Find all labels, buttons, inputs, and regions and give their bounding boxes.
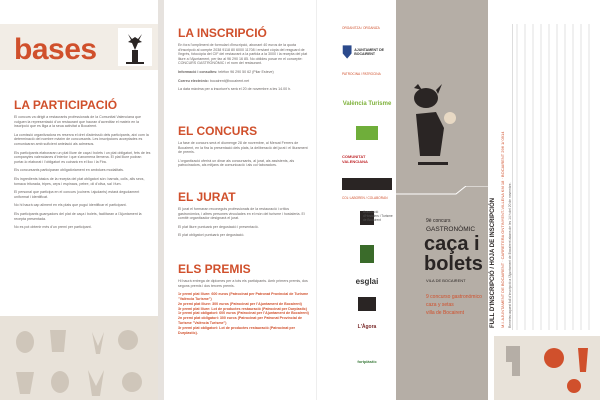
form-address: M.I. AJUNTAMENT DE BOCAIRENT · CARRETERA ONTINYENT-VILLENA KM 18 · BOCAIRENT 296 1/ 0914	[500, 131, 505, 328]
email-label: Correu electrònic:	[178, 78, 209, 83]
gastronomic-label: GASTRONÒMIC	[426, 226, 476, 233]
concurs-text2: L'organització oferirà un dinar als concursants, al jurat, als assistents, als patrocinadors, als mitjans de comunicació i als col·laboradors.	[178, 158, 295, 168]
prize-item: 2n premi plat obligatori: 300 euros (Patrocinat per Patronat Provincial de Turisme "València Turisme")	[178, 316, 303, 325]
colaboren-label: COL·LABOREN / COLABORAN	[342, 196, 388, 200]
fortplastic-logo: fortplàstic	[357, 358, 377, 364]
fold-outline-shape	[396, 186, 488, 216]
form-footer-icons	[494, 336, 600, 400]
esglai-logo: esglai	[355, 276, 379, 286]
participacio-para: La comissió organitzadora es reserva el dret d'admissió dels participants, així com la determinació del nombre màxim de concursants. Les inscripcions acceptades es comunicaran amb suficient antelació als admesos.	[14, 132, 149, 146]
mushroom-icon	[16, 331, 34, 353]
participacio-para: Els ingredients bàsics de la recepta del plat obligatori són: barrals, colls, alls secs, tomaca triturada, tripes, ceps i espinacs, pebre, oli d'oliva, sal i fum.	[14, 176, 145, 186]
participacio-body	[14, 115, 152, 234]
participacio-para: No es pot obtenir més d'un premi per participant.	[14, 225, 92, 230]
leaf-icon	[360, 245, 374, 263]
inscripcio-heading: LA INSCRIPCIÓ	[178, 26, 267, 40]
participacio-heading: LA PARTICIPACIÓ	[14, 98, 118, 112]
panel-sponsors	[316, 0, 396, 400]
deer-chef-logo-icon	[118, 28, 152, 66]
chef-hat-icon	[506, 346, 520, 376]
chef-hat-icon	[578, 348, 588, 372]
leaf-sponsor-logo	[342, 244, 392, 264]
form-note: Remeteu aquest full d'inscripció a l'Ajuntament de Bocairent abans de les 14 h del 20 de novembre.	[508, 182, 512, 328]
form-lines	[513, 24, 595, 330]
info-value: telèfon 96 290 50 62 (Pilar Esteve)	[218, 69, 274, 74]
bolets-title: bolets	[424, 253, 483, 275]
ajuntament-name: AJUNTAMENT DE BOCAIRENT	[354, 48, 384, 56]
pattern-icons	[0, 316, 158, 400]
concurs-section	[178, 124, 310, 172]
deer-icon	[92, 332, 104, 354]
edition-label: 9è concurs	[426, 218, 451, 224]
jurat-section	[178, 190, 310, 242]
participacio-para: El concurs va dirigit a restaurants professionals de la Comunitat Valenciana que vulguen la representació d'un restaurant que hauran d'acreditar el mateix en la inscripció que es lliga a la seua activitat a Bocairent.	[14, 115, 141, 129]
plate-icon	[118, 330, 138, 350]
participacio-para: Els participants guanyadors del plat de caça i bolets, facilitaran a l'Ajuntament la recepta presentada.	[14, 211, 142, 221]
panel-bases	[0, 0, 158, 400]
coat-of-arms-icon	[342, 42, 352, 62]
participacio-para: Els participants elaboraran un plat lliure de caça i bolets i un plat obligatori, fets de les companyies valencianes d'interior i que s'anomena llemena. El plat lliure podran portar-lo elaborat i l'obligatori es cuinarà en el lloc i la Fira.	[14, 150, 151, 164]
jurat-text: El jurat el formaran reconeguts professionals de la restauració i crítics gastronòmics, i altres persones vinculades en el món del turisme i hostaleria. El comitè organitzador designarà el jurat.	[178, 207, 305, 221]
vila-label: VILA DE BOCAIRENT	[426, 278, 466, 283]
participacio-para: No hi haurà cap aliment en els plats que pugui identificar el participant.	[14, 203, 127, 208]
panel-rules	[164, 0, 316, 400]
subtitle-1: 9 concurso gastronómico	[426, 294, 482, 300]
jurat-text3: El plat obligatori puntuarà per degustació.	[178, 233, 245, 238]
prize-item: 3r premi plat obligatori: Lot de productes restauració (Patrocinat per Durplastic).	[178, 325, 296, 335]
mushroom-icon	[544, 348, 564, 368]
concurs-text: La fase de concurs serà el diumenge 28 de novembre, al Mercat Ferrers de Bocairent, en la fira la presentació dels plats, la deliberació del jurat i el lliurament de premis.	[178, 141, 308, 155]
info-label: Informació i consultes:	[178, 69, 218, 74]
prize-item: 2n premi plat lliure: 300 euros (Patrocinat per l'Ajuntament de Bocairent)	[178, 301, 302, 306]
valencia-turisme-logo: València Turisme	[342, 101, 392, 107]
prize-item: 1r premi plat obligatori: 600 euros (Patrocinat per l'Ajuntament de Bocairent)	[178, 311, 309, 316]
premis-section	[178, 262, 310, 335]
footer-icons	[494, 336, 600, 400]
dark-sponsor-logo	[342, 178, 392, 190]
premis-heading: ELS PREMIS	[178, 262, 251, 276]
inscripcio-text: En fora l'ompliment de formulari d'inscripció, abonant 40 euros de la quota d'inscripció al compte 2038 9118 80 6000 11708 i enviant còpia del resguard de l'ingrés, fotocòpia del CIF del restaurant a la partida a la 3000 i la recepta del plat lliure a l'Ajuntament, per fax al 96 290 16 85. No oblideu posar en el concepte: CONCURS GASTRONÒMIC i el nom del restaurant.	[178, 43, 308, 66]
mushroom-icon	[51, 371, 69, 393]
hostalers-name: Associació d'Hostalers i Turisme de Bocairent	[363, 210, 393, 222]
email-value[interactable]: bocairent@bocairent.net	[209, 78, 250, 83]
plate-icon	[567, 379, 581, 393]
decorative-icon-band	[0, 316, 158, 400]
info-line	[178, 70, 310, 75]
participacio-para: El personal que participa en el concurs (cuiners i ajudants) estarà degudament uniformat i identificat.	[14, 190, 140, 199]
prize-item: 1r premi plat lliure: 600 euros (Patrocinat per Patronat Provincial de Turisme "València Turisme")	[178, 292, 309, 301]
chef-hat-icon	[50, 330, 66, 352]
chef-hat-icon	[16, 372, 34, 394]
bases-title: bases	[14, 33, 97, 66]
premis-text: Hi haurà entrega de diplomes per a tots els participants. Amb primers premis, dos segons premis i dos tercers premis.	[178, 279, 308, 288]
prize-list	[178, 292, 310, 335]
deer-chef-illustration-icon	[406, 84, 462, 174]
deer-icon	[88, 370, 104, 396]
subtitle-3: villa de Bocairent	[426, 310, 465, 316]
form-fields-area[interactable]	[512, 24, 594, 330]
form-title: FULL D'INSCRIPCIÓ / HOJA DE INSCRIPCIÓN	[490, 197, 496, 328]
leaf-icon	[356, 126, 378, 140]
organitza-label: ORGANITZA / ORGANIZA	[342, 26, 380, 30]
panel-registration-form	[488, 0, 600, 400]
email-line	[178, 79, 310, 84]
agora-logo: L'Àgora	[357, 324, 377, 330]
ajuntament-logo	[342, 40, 392, 64]
subtitle-2: caza y setas	[426, 302, 454, 308]
black-sponsor-logo	[342, 296, 392, 312]
patrocina-label: PATROCINA / PATROCINA	[342, 72, 381, 76]
plate-icon	[122, 372, 142, 392]
caca-title: caça i	[424, 233, 480, 255]
concurs-heading: EL CONCURS	[178, 124, 258, 138]
prize-item: 3r premi plat lliure: Lot de productes restauració (Patrocinat per Durplastic)	[178, 306, 308, 311]
participacio-para: Els concursants participaran obligatòriament en ambdues modalitats.	[14, 168, 124, 173]
jurat-heading: EL JURAT	[178, 190, 236, 204]
inscripcio-section	[178, 26, 310, 96]
block-icon	[358, 297, 376, 311]
comunitat-valenciana-logo: COMUNITAT VALENCIANA	[342, 154, 368, 164]
deadline-text: La data màxima per a inscriure's serà el 20 de novembre a les 14.00 h.	[178, 87, 292, 92]
green-sponsor-logo	[342, 124, 392, 142]
panel-cover	[396, 0, 488, 400]
jurat-text2: El plat lliure puntuarà per degustació i presentació.	[178, 224, 259, 229]
